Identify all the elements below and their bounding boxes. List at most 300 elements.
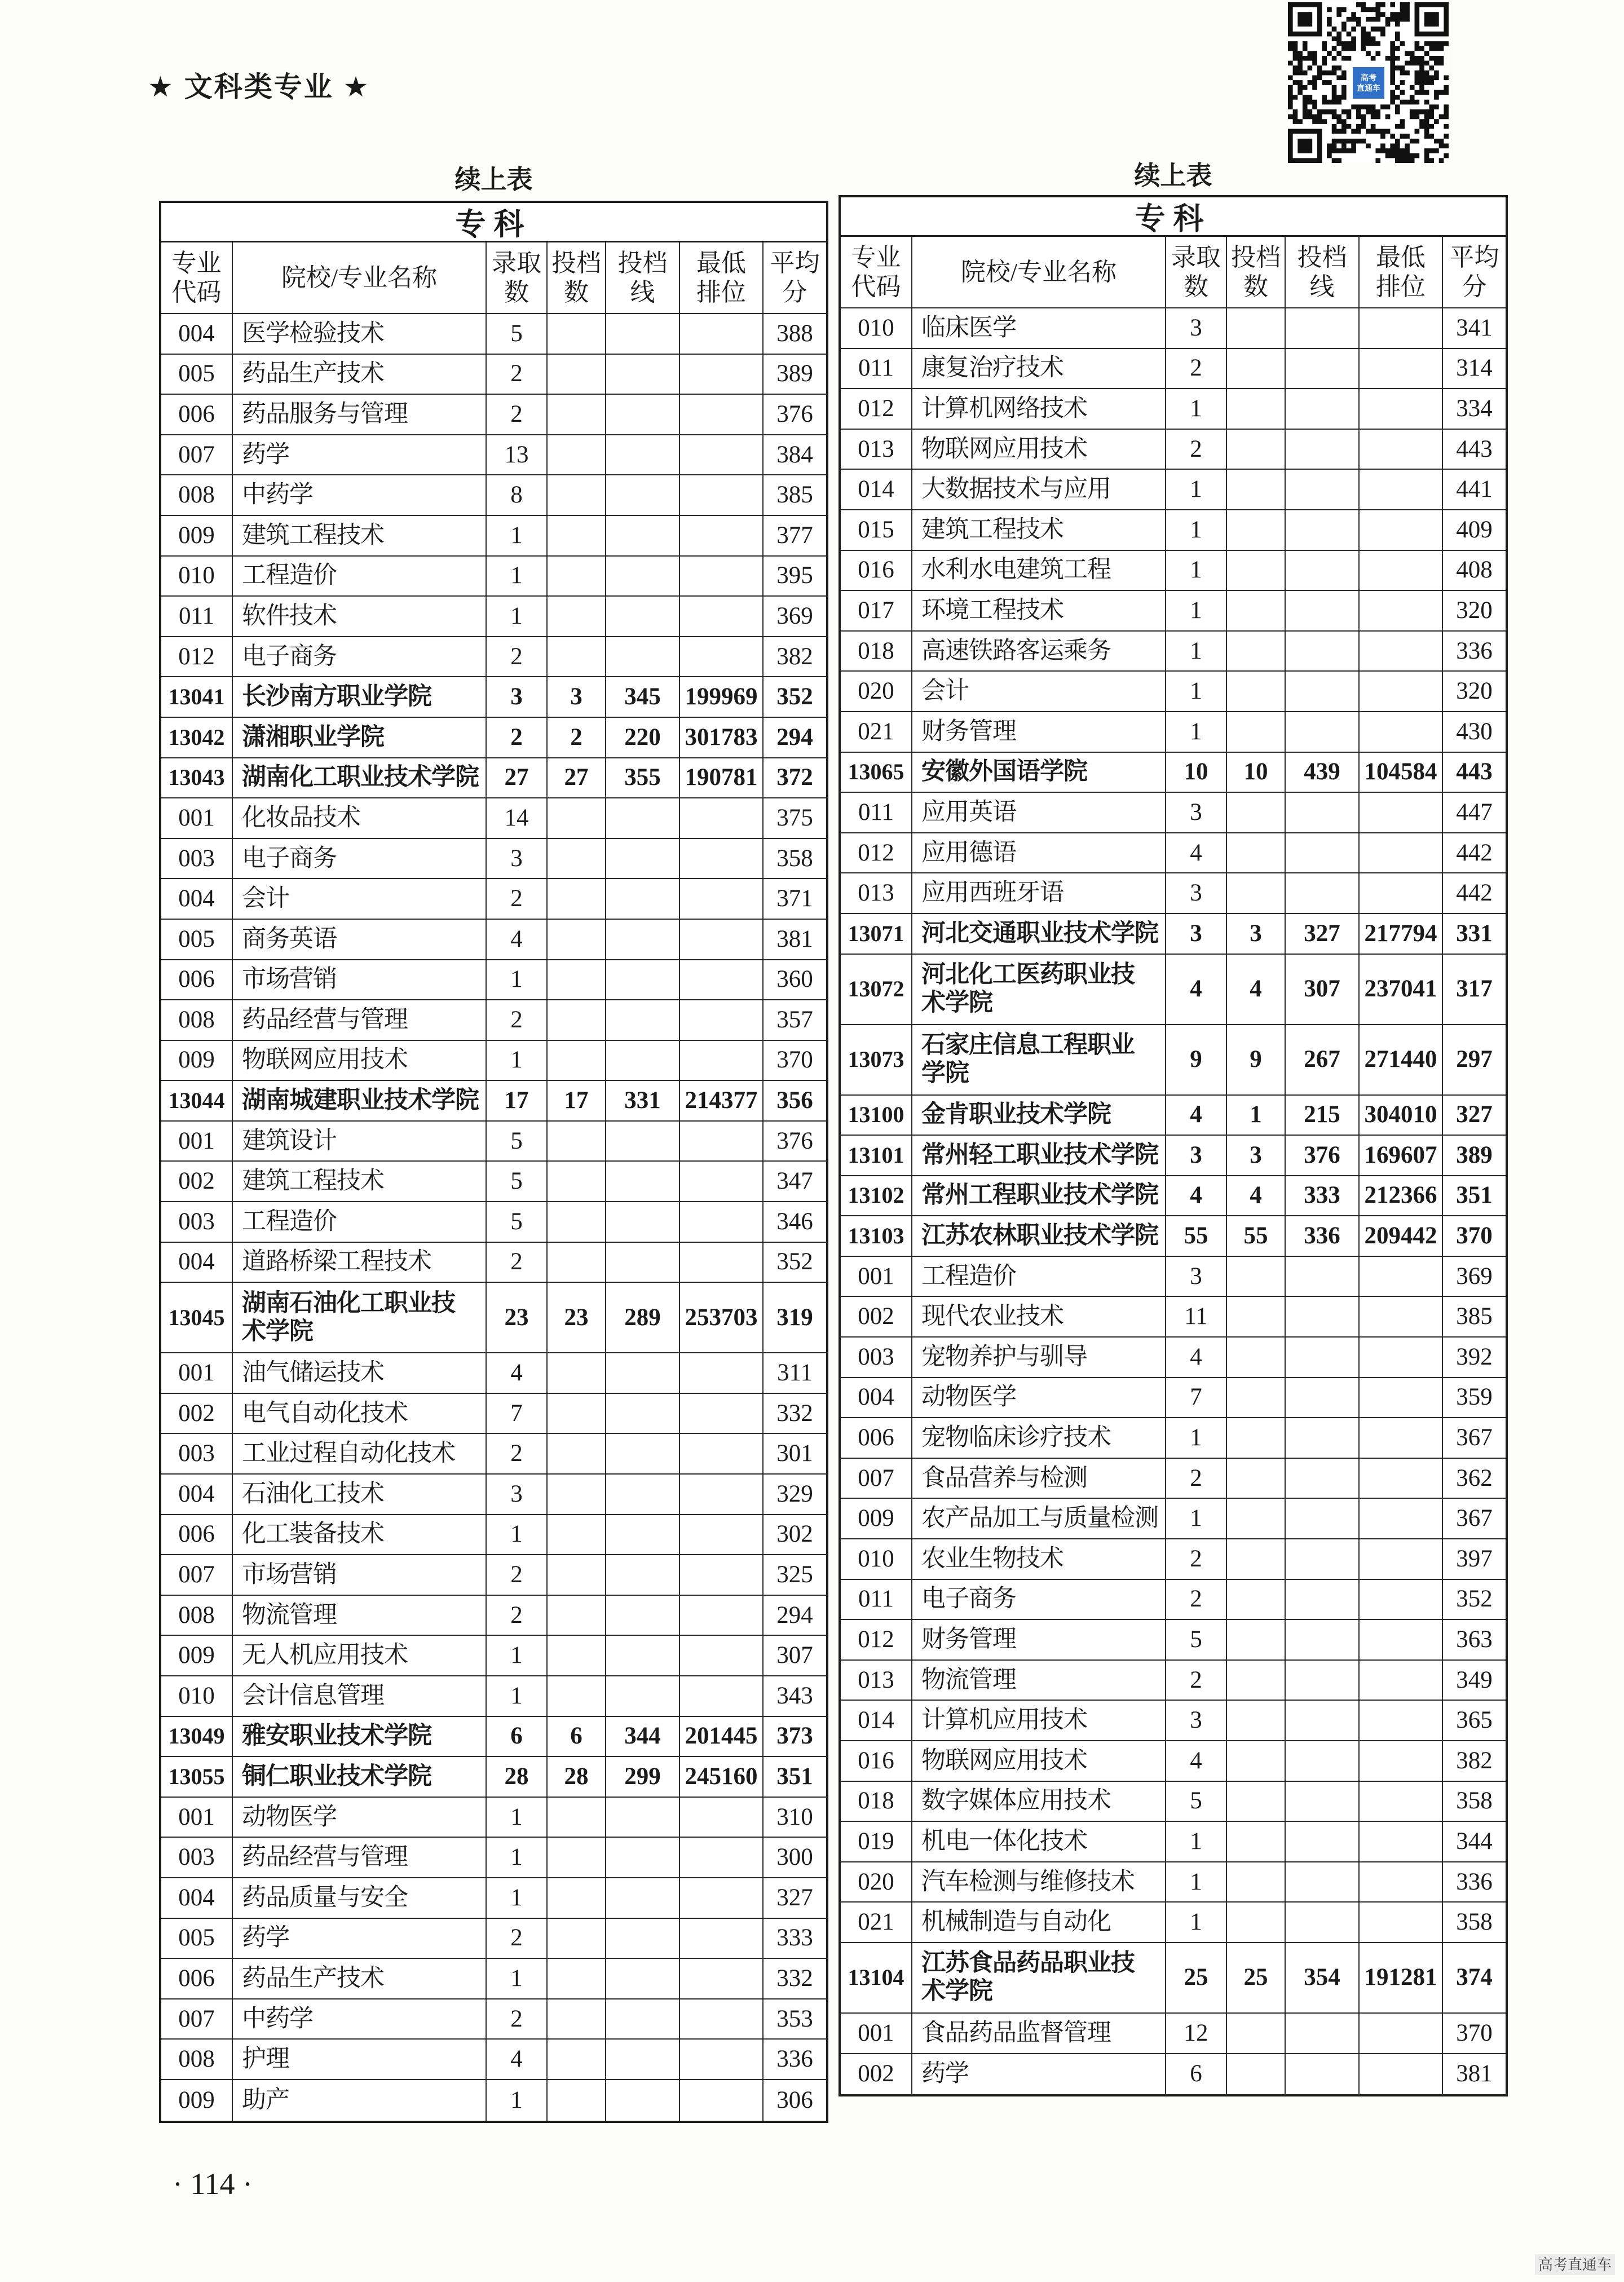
cell-admitted: 4 bbox=[487, 1353, 548, 1393]
cell-admitted: 3 bbox=[487, 677, 548, 717]
cell-filed: 4 bbox=[1227, 1176, 1286, 1216]
cell-avg-score: 306 bbox=[776, 2086, 813, 2113]
cell-filed bbox=[548, 1162, 606, 1201]
cell-major-code: 015 bbox=[841, 510, 912, 550]
cell-avg-score: 430 bbox=[1456, 718, 1493, 745]
cell-min-rank bbox=[680, 395, 764, 434]
program-row bbox=[841, 591, 1506, 632]
cell-avg-score: 336 bbox=[1456, 1868, 1493, 1895]
cell-min-rank bbox=[1360, 1499, 1443, 1538]
cell-major-code: 13049 bbox=[161, 1717, 233, 1756]
cell-min-rank bbox=[1360, 1741, 1443, 1781]
cell-admitted: 1 bbox=[487, 597, 548, 636]
cell-cutoff bbox=[606, 1162, 680, 1201]
cell-filed: 3 bbox=[1227, 1136, 1286, 1175]
cell-admitted: 1 bbox=[487, 1636, 548, 1675]
cell-avg-score: 327 bbox=[1456, 1101, 1493, 1128]
cell-name: 常州轻工职业技术学院 bbox=[912, 1136, 1166, 1175]
cell-admitted: 1 bbox=[1166, 591, 1227, 630]
cell-min-rank bbox=[680, 557, 764, 596]
cell-name: 湖南化工职业技术学院 bbox=[233, 758, 487, 798]
cell-min-rank bbox=[1360, 1539, 1443, 1579]
cell-filed: 2 bbox=[548, 718, 606, 757]
cell-cutoff bbox=[606, 1243, 680, 1282]
program-row bbox=[841, 1903, 1506, 1943]
cell-filed bbox=[548, 516, 606, 555]
cell-cutoff bbox=[1286, 389, 1360, 429]
cell-cutoff bbox=[606, 798, 680, 838]
cell-min-rank bbox=[680, 1243, 764, 1282]
cell-admitted: 2 bbox=[487, 1000, 548, 1040]
cell-filed bbox=[1227, 2054, 1286, 2095]
program-row bbox=[841, 1620, 1506, 1661]
cell-avg-score: 307 bbox=[776, 1642, 813, 1669]
cell-filed bbox=[1227, 1499, 1286, 1538]
cell-major-code: 010 bbox=[161, 557, 233, 596]
cell-avg-score: 332 bbox=[776, 1965, 813, 1992]
cell-filed bbox=[548, 1596, 606, 1635]
cell-cutoff bbox=[1286, 1620, 1360, 1659]
cell-min-rank: 199969 bbox=[680, 677, 764, 717]
cell-min-rank bbox=[1360, 1338, 1443, 1377]
cell-major-code: 021 bbox=[841, 712, 912, 752]
cell-filed: 3 bbox=[548, 677, 606, 717]
cell-admitted: 1 bbox=[487, 1878, 548, 1918]
school-row bbox=[161, 1717, 826, 1758]
cell-min-rank bbox=[1360, 1459, 1443, 1498]
table-body bbox=[841, 308, 1506, 2094]
cell-filed: 17 bbox=[548, 1081, 606, 1120]
cell-cutoff bbox=[606, 435, 680, 475]
program-row bbox=[161, 1676, 826, 1717]
cell-avg-score: 352 bbox=[776, 683, 813, 710]
cell-name: 环境工程技术 bbox=[912, 591, 1166, 630]
cell-filed bbox=[548, 1243, 606, 1282]
cell-filed bbox=[1227, 1862, 1286, 1902]
program-row bbox=[161, 1434, 826, 1475]
cell-filed bbox=[1227, 551, 1286, 590]
qr-code bbox=[1288, 2, 1449, 163]
cell-min-rank bbox=[1360, 510, 1443, 550]
cell-name: 道路桥梁工程技术 bbox=[233, 1243, 487, 1282]
cell-cutoff bbox=[1286, 1338, 1360, 1377]
cell-cutoff bbox=[606, 920, 680, 959]
cell-name: 化妆品技术 bbox=[233, 798, 487, 838]
cell-avg-score: 441 bbox=[1456, 476, 1493, 503]
col-header-cutoff: 投档 线 bbox=[606, 242, 680, 313]
cell-admitted: 1 bbox=[487, 1959, 548, 1998]
cell-major-code: 13071 bbox=[841, 914, 912, 954]
program-row bbox=[161, 355, 826, 395]
cell-admitted: 5 bbox=[487, 314, 548, 354]
cell-name: 建筑工程技术 bbox=[912, 510, 1166, 550]
col-header-avg-score: 平均 分 bbox=[770, 249, 820, 306]
program-row bbox=[161, 1636, 826, 1676]
cell-admitted: 1 bbox=[1166, 712, 1227, 752]
cell-cutoff bbox=[1286, 1661, 1360, 1700]
cell-min-rank bbox=[680, 355, 764, 394]
cell-avg-score: 389 bbox=[1456, 1141, 1493, 1168]
cell-name: 药品服务与管理 bbox=[233, 395, 487, 434]
program-row bbox=[841, 1499, 1506, 1539]
cell-name: 市场营销 bbox=[233, 960, 487, 1000]
school-row bbox=[161, 1081, 826, 1122]
admission-table-right bbox=[839, 195, 1508, 2096]
cell-admitted: 1 bbox=[1166, 510, 1227, 550]
cell-name: 动物医学 bbox=[912, 1378, 1166, 1418]
cell-avg-score: 320 bbox=[1456, 678, 1493, 705]
cell-min-rank bbox=[680, 960, 764, 1000]
cell-filed bbox=[1227, 2014, 1286, 2053]
cell-cutoff bbox=[606, 637, 680, 677]
cell-cutoff bbox=[606, 1878, 680, 1918]
cell-cutoff bbox=[1286, 510, 1360, 550]
cell-major-code: 016 bbox=[841, 1741, 912, 1781]
cell-admitted: 7 bbox=[1166, 1378, 1227, 1418]
cell-name: 电气自动化技术 bbox=[233, 1394, 487, 1433]
cell-cutoff: 331 bbox=[606, 1081, 680, 1120]
cell-admitted: 1 bbox=[1166, 1418, 1227, 1458]
cell-cutoff bbox=[1286, 1539, 1360, 1579]
program-row bbox=[841, 1378, 1506, 1419]
program-row bbox=[161, 557, 826, 597]
cell-admitted: 23 bbox=[487, 1283, 548, 1352]
cell-cutoff bbox=[1286, 1499, 1360, 1538]
cell-major-code: 007 bbox=[161, 1555, 233, 1595]
cell-major-code: 021 bbox=[841, 1903, 912, 1942]
cell-avg-score: 343 bbox=[776, 1682, 813, 1709]
cell-name: 物联网应用技术 bbox=[912, 1741, 1166, 1781]
cell-admitted: 1 bbox=[487, 1838, 548, 1877]
cell-cutoff bbox=[606, 1798, 680, 1837]
cell-admitted: 28 bbox=[487, 1757, 548, 1797]
cell-admitted: 2 bbox=[487, 718, 548, 757]
cell-min-rank bbox=[1360, 591, 1443, 630]
cell-admitted: 1 bbox=[487, 1798, 548, 1837]
cell-filed bbox=[1227, 793, 1286, 832]
school-row bbox=[161, 718, 826, 758]
program-row bbox=[161, 839, 826, 880]
cell-name: 物流管理 bbox=[912, 1661, 1166, 1700]
cell-admitted: 55 bbox=[1166, 1216, 1227, 1256]
cell-major-code: 007 bbox=[841, 1459, 912, 1498]
cell-cutoff bbox=[606, 1475, 680, 1514]
cell-min-rank bbox=[680, 516, 764, 555]
program-row bbox=[841, 308, 1506, 349]
cell-major-code: 001 bbox=[161, 1122, 233, 1161]
cell-filed bbox=[1227, 1782, 1286, 1821]
cell-min-rank bbox=[680, 1162, 764, 1201]
col-header-admitted: 录取 数 bbox=[1166, 237, 1227, 307]
cell-cutoff bbox=[606, 314, 680, 354]
cell-avg-score: 367 bbox=[1456, 1424, 1493, 1451]
school-row bbox=[841, 1096, 1506, 1136]
cell-name: 市场营销 bbox=[233, 1555, 487, 1595]
cell-major-code: 006 bbox=[161, 395, 233, 434]
program-row bbox=[161, 597, 826, 637]
program-row bbox=[841, 1257, 1506, 1297]
program-row bbox=[161, 1000, 826, 1041]
cell-min-rank bbox=[680, 1353, 764, 1393]
school-row bbox=[841, 955, 1506, 1025]
cell-filed bbox=[1227, 873, 1286, 913]
cell-major-code: 014 bbox=[841, 1701, 912, 1740]
cell-filed bbox=[1227, 632, 1286, 671]
cell-name: 建筑设计 bbox=[233, 1122, 487, 1161]
cell-min-rank bbox=[680, 1475, 764, 1514]
cell-major-code: 006 bbox=[161, 1515, 233, 1555]
cell-avg-score: 357 bbox=[776, 1006, 813, 1033]
cell-major-code: 003 bbox=[161, 1838, 233, 1877]
school-row bbox=[161, 758, 826, 799]
cell-name: 现代农业技术 bbox=[912, 1297, 1166, 1336]
cell-major-code: 13042 bbox=[161, 718, 233, 757]
cell-avg-score: 395 bbox=[776, 562, 813, 589]
cell-name: 石家庄信息工程职业学院 bbox=[912, 1025, 1166, 1094]
cell-name: 商务英语 bbox=[233, 920, 487, 959]
cell-major-code: 012 bbox=[841, 1620, 912, 1659]
cell-admitted: 3 bbox=[1166, 793, 1227, 832]
cell-admitted: 6 bbox=[487, 1717, 548, 1756]
cell-major-code: 13102 bbox=[841, 1176, 912, 1216]
cell-filed bbox=[1227, 349, 1286, 389]
cell-filed bbox=[1227, 1459, 1286, 1498]
cell-admitted: 17 bbox=[487, 1081, 548, 1120]
cell-admitted: 1 bbox=[487, 516, 548, 555]
cell-cutoff: 220 bbox=[606, 718, 680, 757]
cell-min-rank bbox=[1360, 1257, 1443, 1296]
cell-avg-score: 329 bbox=[776, 1480, 813, 1507]
cell-cutoff bbox=[606, 1596, 680, 1635]
cell-filed bbox=[548, 1475, 606, 1514]
cell-filed bbox=[1227, 510, 1286, 550]
cell-avg-score: 442 bbox=[1456, 880, 1493, 907]
cell-avg-score: 381 bbox=[1456, 2060, 1493, 2087]
cell-name: 江苏食品药品职业技术学院 bbox=[912, 1943, 1166, 2012]
cell-name: 化工装备技术 bbox=[233, 1515, 487, 1555]
cell-avg-score: 344 bbox=[1456, 1828, 1493, 1855]
cell-cutoff bbox=[606, 1434, 680, 1473]
col-header-cutoff: 投档 线 bbox=[1286, 237, 1360, 307]
cell-major-code: 001 bbox=[841, 2014, 912, 2053]
cell-major-code: 13044 bbox=[161, 1081, 233, 1120]
cell-admitted: 2 bbox=[1166, 1459, 1227, 1498]
program-row bbox=[161, 637, 826, 678]
cell-cutoff bbox=[606, 1919, 680, 1958]
cell-name: 药学 bbox=[233, 435, 487, 475]
cell-major-code: 004 bbox=[161, 1475, 233, 1514]
cell-filed bbox=[548, 798, 606, 838]
cell-major-code: 002 bbox=[161, 1162, 233, 1201]
cell-admitted: 9 bbox=[1166, 1025, 1227, 1094]
cell-avg-score: 409 bbox=[1456, 516, 1493, 543]
cell-min-rank bbox=[680, 1596, 764, 1635]
cell-major-code: 007 bbox=[161, 435, 233, 475]
cell-name: 电子商务 bbox=[233, 839, 487, 879]
cell-avg-score: 375 bbox=[776, 804, 813, 831]
cell-cutoff bbox=[1286, 833, 1360, 873]
cell-min-rank bbox=[680, 2080, 764, 2121]
program-row bbox=[161, 1919, 826, 1959]
cell-cutoff: 307 bbox=[1286, 955, 1360, 1024]
cell-admitted: 4 bbox=[1166, 955, 1227, 1024]
program-row bbox=[841, 1862, 1506, 1903]
cell-cutoff bbox=[606, 1394, 680, 1433]
cell-name: 机械制造与自动化 bbox=[912, 1903, 1166, 1942]
cell-major-code: 016 bbox=[841, 551, 912, 590]
cell-name: 宠物临床诊疗技术 bbox=[912, 1418, 1166, 1458]
cell-min-rank bbox=[680, 1555, 764, 1595]
cell-name: 药品生产技术 bbox=[233, 1959, 487, 1998]
cell-admitted: 5 bbox=[487, 1162, 548, 1201]
cell-avg-score: 388 bbox=[776, 320, 813, 347]
cell-admitted: 13 bbox=[487, 435, 548, 475]
cell-major-code: 011 bbox=[841, 1580, 912, 1619]
program-row bbox=[161, 435, 826, 476]
cell-min-rank bbox=[1360, 1822, 1443, 1861]
cell-avg-score: 376 bbox=[776, 1127, 813, 1154]
cell-avg-score: 389 bbox=[776, 360, 813, 387]
cell-cutoff: 267 bbox=[1286, 1025, 1360, 1094]
cell-name: 会计 bbox=[233, 879, 487, 919]
cell-cutoff: 289 bbox=[606, 1283, 680, 1352]
cell-min-rank bbox=[680, 798, 764, 838]
cell-filed bbox=[1227, 1580, 1286, 1619]
col-header-filed: 投档 数 bbox=[548, 242, 606, 313]
program-row bbox=[161, 920, 826, 960]
cell-cutoff bbox=[1286, 1741, 1360, 1781]
cell-min-rank bbox=[680, 637, 764, 677]
cell-min-rank: 245160 bbox=[680, 1757, 764, 1797]
cell-cutoff bbox=[1286, 470, 1360, 509]
cell-admitted: 5 bbox=[487, 1202, 548, 1242]
cell-name: 工程造价 bbox=[233, 557, 487, 596]
cell-cutoff bbox=[1286, 2054, 1360, 2095]
cell-major-code: 13072 bbox=[841, 955, 912, 1024]
school-row bbox=[161, 1757, 826, 1798]
cell-cutoff: 354 bbox=[1286, 1943, 1360, 2012]
cell-admitted: 3 bbox=[487, 839, 548, 879]
cell-filed bbox=[1227, 1257, 1286, 1296]
cell-name: 医学检验技术 bbox=[233, 314, 487, 354]
cell-admitted: 2 bbox=[487, 395, 548, 434]
cell-min-rank bbox=[680, 1838, 764, 1877]
cell-cutoff bbox=[606, 475, 680, 515]
cell-min-rank bbox=[680, 879, 764, 919]
cell-major-code: 13043 bbox=[161, 758, 233, 798]
cell-min-rank: 212366 bbox=[1360, 1176, 1443, 1216]
school-row bbox=[841, 1136, 1506, 1176]
cell-min-rank: 271440 bbox=[1360, 1025, 1443, 1094]
cell-major-code: 010 bbox=[161, 1676, 233, 1716]
cell-avg-score: 362 bbox=[1456, 1464, 1493, 1491]
cell-major-code: 001 bbox=[161, 1798, 233, 1837]
cell-avg-score: 300 bbox=[776, 1844, 813, 1871]
cell-min-rank bbox=[680, 1999, 764, 2039]
cell-name: 高速铁路客运乘务 bbox=[912, 632, 1166, 671]
cell-filed bbox=[548, 1676, 606, 1716]
program-row bbox=[161, 314, 826, 355]
cell-filed bbox=[1227, 1539, 1286, 1579]
cell-avg-score: 351 bbox=[776, 1763, 813, 1790]
cell-major-code: 018 bbox=[841, 632, 912, 671]
cell-avg-score: 358 bbox=[1456, 1787, 1493, 1815]
cell-avg-score: 392 bbox=[1456, 1343, 1493, 1370]
cell-admitted: 7 bbox=[487, 1394, 548, 1433]
cell-filed bbox=[548, 1636, 606, 1675]
cell-name: 物联网应用技术 bbox=[912, 430, 1166, 469]
page-number: · 114 · bbox=[173, 2167, 253, 2201]
cell-filed: 27 bbox=[548, 758, 606, 798]
cell-avg-score: 353 bbox=[776, 2005, 813, 2032]
cell-filed bbox=[548, 1878, 606, 1918]
cell-name: 工程造价 bbox=[233, 1202, 487, 1242]
cell-admitted: 1 bbox=[1166, 1499, 1227, 1538]
cell-major-code: 018 bbox=[841, 1782, 912, 1821]
cell-avg-score: 302 bbox=[776, 1521, 813, 1548]
cell-name: 计算机网络技术 bbox=[912, 389, 1166, 429]
cell-min-rank bbox=[680, 1878, 764, 1918]
cell-avg-score: 317 bbox=[1456, 976, 1493, 1002]
cell-filed: 9 bbox=[1227, 1025, 1286, 1094]
cell-avg-score: 369 bbox=[1456, 1263, 1493, 1290]
school-row bbox=[841, 1943, 1506, 2014]
cell-min-rank bbox=[1360, 1862, 1443, 1902]
program-row bbox=[841, 1539, 1506, 1580]
column-header-row bbox=[841, 237, 1506, 308]
cell-major-code: 019 bbox=[841, 1822, 912, 1861]
cell-major-code: 13055 bbox=[161, 1757, 233, 1797]
cell-major-code: 004 bbox=[161, 314, 233, 354]
cell-cutoff bbox=[1286, 1580, 1360, 1619]
cell-major-code: 005 bbox=[161, 355, 233, 394]
cell-major-code: 13073 bbox=[841, 1025, 912, 1094]
cell-avg-score: 372 bbox=[776, 764, 813, 791]
cell-admitted: 1 bbox=[487, 1676, 548, 1716]
cell-admitted: 2 bbox=[1166, 1580, 1227, 1619]
cell-min-rank: 169607 bbox=[1360, 1136, 1443, 1175]
cell-filed: 28 bbox=[548, 1757, 606, 1797]
program-row bbox=[161, 879, 826, 920]
cell-filed bbox=[548, 1515, 606, 1555]
cell-avg-score: 367 bbox=[1456, 1505, 1493, 1532]
cell-min-rank bbox=[1360, 1418, 1443, 1458]
table-body bbox=[161, 314, 826, 2121]
cell-avg-score: 352 bbox=[776, 1248, 813, 1275]
cell-cutoff bbox=[606, 1636, 680, 1675]
school-row bbox=[841, 1176, 1506, 1217]
cell-filed bbox=[1227, 389, 1286, 429]
cell-filed bbox=[548, 2080, 606, 2121]
school-row bbox=[161, 1283, 826, 1353]
program-row bbox=[161, 1353, 826, 1394]
cell-min-rank bbox=[680, 1041, 764, 1080]
cell-min-rank bbox=[1360, 873, 1443, 913]
cell-admitted: 10 bbox=[1166, 753, 1227, 792]
cell-admitted: 4 bbox=[1166, 1096, 1227, 1135]
program-row bbox=[841, 349, 1506, 390]
cell-major-code: 008 bbox=[161, 475, 233, 515]
program-row bbox=[161, 2080, 826, 2121]
cell-min-rank bbox=[680, 1959, 764, 1998]
cell-cutoff bbox=[1286, 873, 1360, 913]
cell-major-code: 009 bbox=[161, 1041, 233, 1080]
cell-name: 中药学 bbox=[233, 1999, 487, 2039]
corner-brand-label: 高考直通车 bbox=[1535, 2254, 1615, 2275]
cell-min-rank bbox=[680, 1636, 764, 1675]
cell-admitted: 1 bbox=[487, 557, 548, 596]
cell-filed bbox=[1227, 1338, 1286, 1377]
